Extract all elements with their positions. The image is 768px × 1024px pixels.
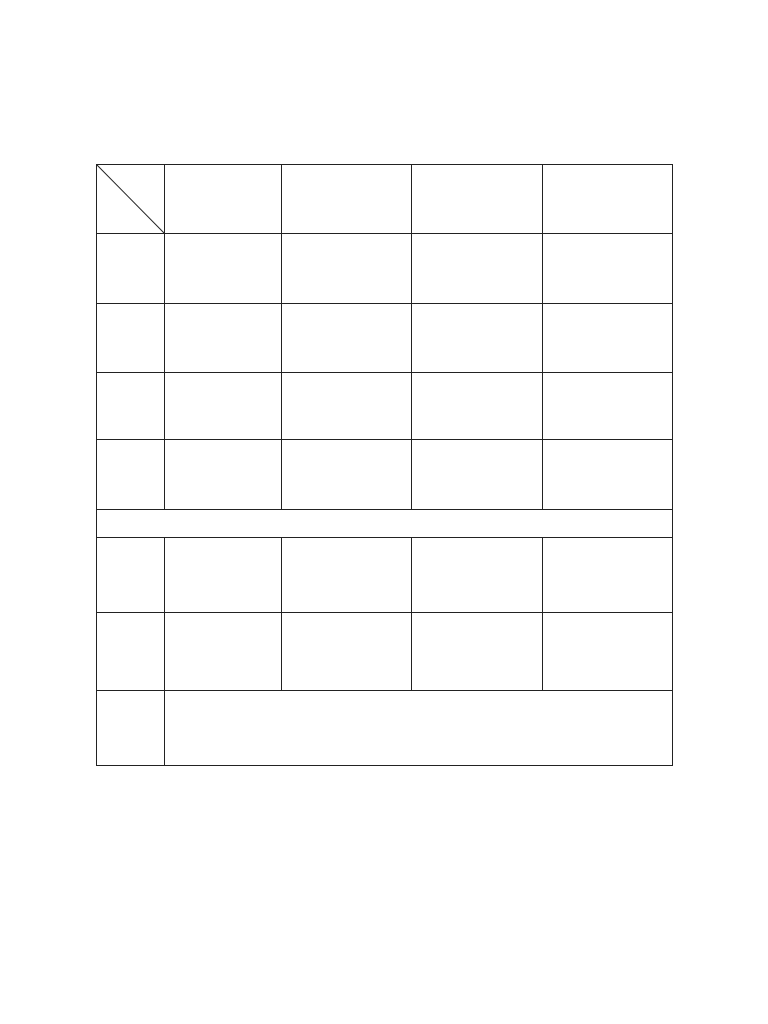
class-cell (543, 234, 672, 304)
class-cell (543, 304, 672, 373)
class-cell (412, 373, 543, 440)
class-cell (412, 613, 543, 691)
time-slot (97, 304, 165, 373)
class-cell (165, 538, 282, 613)
time-slot (97, 373, 165, 440)
class-cell (165, 440, 282, 510)
class-cell (165, 304, 282, 373)
class-cell (165, 373, 282, 440)
class-cell (543, 613, 672, 691)
class-cell (282, 440, 412, 510)
time-slot (97, 234, 165, 304)
time-slot (97, 440, 165, 510)
class-cell (543, 373, 672, 440)
break-row (97, 510, 672, 538)
class-cell (543, 538, 672, 613)
class-cell (282, 613, 412, 691)
time-slot (97, 691, 165, 765)
time-slot (97, 538, 165, 613)
class-cell (282, 538, 412, 613)
class-cell (412, 304, 543, 373)
class-cell (412, 440, 543, 510)
day-header (543, 165, 672, 234)
class-cell (165, 613, 282, 691)
day-header (282, 165, 412, 234)
class-cell (282, 234, 412, 304)
day-header (412, 165, 543, 234)
time-slot (97, 613, 165, 691)
class-cell (165, 234, 282, 304)
class-cell (412, 234, 543, 304)
class-cell (543, 440, 672, 510)
day-header (165, 165, 282, 234)
routine-table (96, 164, 673, 766)
class-cell (412, 538, 543, 613)
class-cell (282, 373, 412, 440)
corner-cell (97, 165, 165, 234)
class-cell (282, 304, 412, 373)
